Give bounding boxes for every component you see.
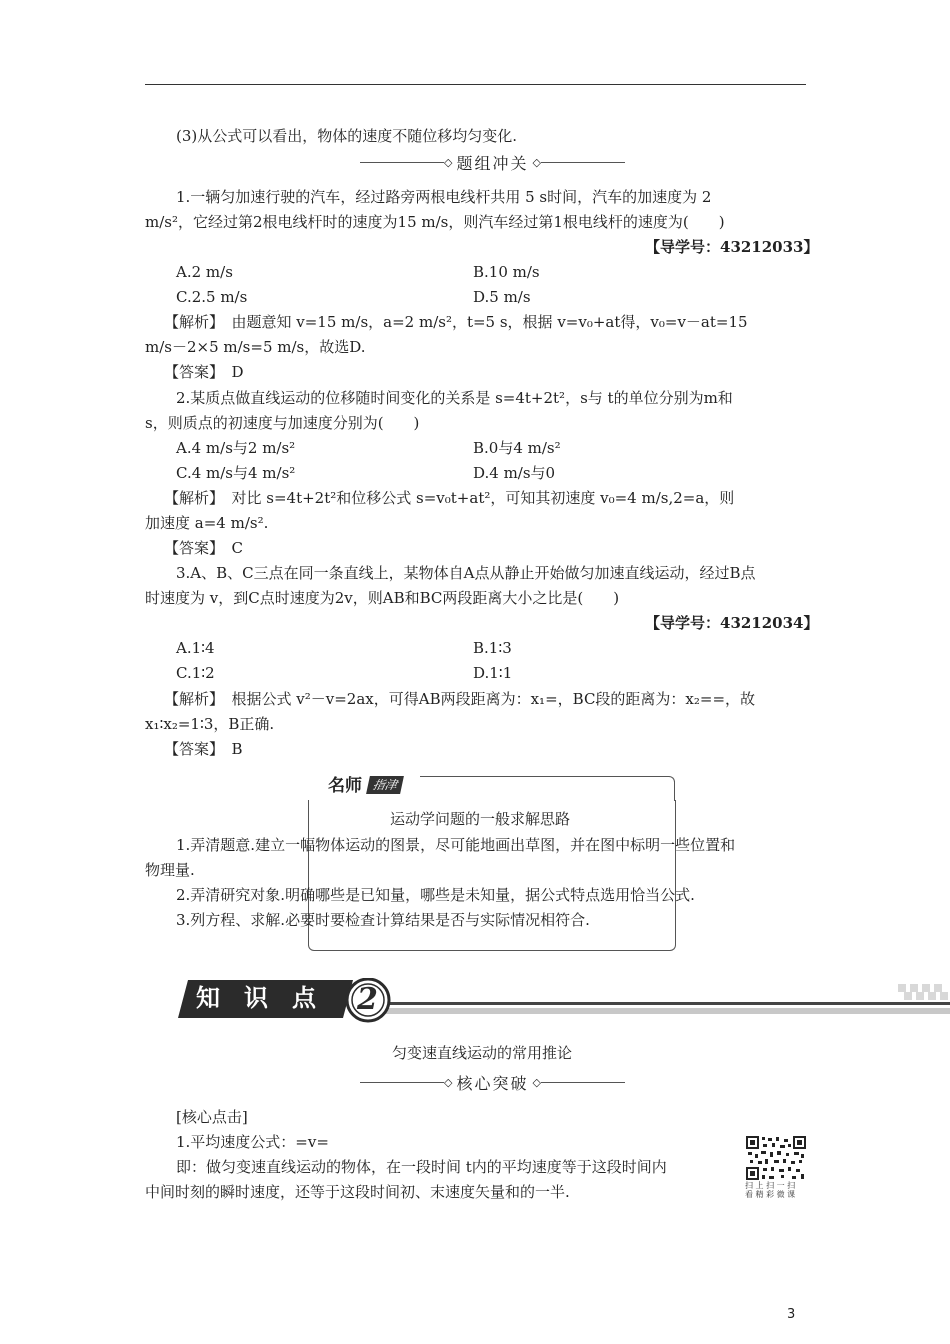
explanation-line-1: 【解析】 根据公式 v²－v=2ax，可得AB两段距离为：x₁=，BC段的距离为：x₂==，故 <box>164 690 756 708</box>
question-2-line-1: 2.某质点做直线运动的位移随时间变化的关系是 s=4t+2t²，s与 t的单位分别为m和 <box>176 389 733 407</box>
tips-tab <box>310 774 420 800</box>
question-2-line-2: s，则质点的初速度与加速度分别为( ) <box>145 414 420 432</box>
qr-caption <box>745 1181 795 1199</box>
answer: 【答案】 D <box>164 363 244 381</box>
option-b[interactable]: B.1∶3 <box>473 639 512 657</box>
tips-line-2: 物理量. <box>145 861 195 879</box>
option-a[interactable]: A.1∶4 <box>176 639 215 657</box>
formula-explanation-1: 即：做匀变速直线运动的物体，在一段时间 t内的平均速度等于这段时间内 <box>176 1158 667 1176</box>
section-title: 核心突破 <box>456 1073 529 1093</box>
question-1-line-2: m/s²，它经过第2根电线杆时的速度为15 m/s，则汽车经过第1根电线杆的速度为( ) <box>145 213 725 231</box>
option-a[interactable]: A.4 m/s与2 m/s² <box>176 439 296 457</box>
page-number: 3 <box>787 1307 796 1322</box>
explanation-line-1: 【解析】 由题意知 v=15 m/s，a=2 m/s²，t=5 s，根据 v=v₀+at得，v₀=v－at=15 <box>164 313 748 331</box>
explanation-line-1: 【解析】 对比 s=4t+2t²和位移公式 s=v₀t+at²，可知其初速度 v₀=4 m/s,2=a，则 <box>164 489 735 507</box>
explanation-line-2: x₁∶x₂=1∶3，B正确. <box>145 715 275 733</box>
question-3-line-2: 时速度为 v，到C点时速度为2v，则AB和BC两段距离大小之比是( ) <box>145 589 620 607</box>
option-d[interactable]: D.4 m/s与0 <box>473 464 556 482</box>
core-label: [核心点击] <box>176 1108 248 1126</box>
guide-number: 【导学号：43212034】 <box>645 614 819 632</box>
option-d[interactable]: D.5 m/s <box>473 288 531 306</box>
question-3-line-1: 3.A、B、C三点在同一条直线上，某物体自A点从静止开始做匀加速直线运动，经过B点 <box>176 564 756 582</box>
explanation-line-2: m/s－2×5 m/s=5 m/s，故选D. <box>145 338 366 356</box>
formula-line: 1.平均速度公式：=v= <box>176 1133 329 1151</box>
tips-line-4: 3.列方程、求解.必要时要检查计算结果是否与实际情况相符合. <box>176 911 590 929</box>
qr-caption-line-1: 扫 上 扫 一 扫 <box>745 1181 796 1190</box>
section-heading-core <box>360 1071 625 1093</box>
question-1-line-1: 1.一辆匀加速行驶的汽车，经过路旁两根电线杆共用 5 s时间，汽车的加速度为 2 <box>176 188 712 206</box>
answer: 【答案】 C <box>164 539 243 557</box>
option-b[interactable]: B.0与4 m/s² <box>473 439 561 457</box>
knowledge-topic: 匀变速直线运动的常用推论 <box>392 1044 573 1062</box>
option-a[interactable]: A.2 m/s <box>176 263 233 281</box>
heading-rule-right <box>541 1082 625 1083</box>
banner-text: 知 识 点 <box>196 984 316 1012</box>
banner-number: 2 <box>357 982 378 1017</box>
heading-rule-right <box>541 162 625 163</box>
diamond-icon: ◇ <box>444 1075 453 1089</box>
explanation-line-2: 加速度 a=4 m/s². <box>145 514 269 532</box>
option-b[interactable]: B.10 m/s <box>473 263 540 281</box>
tips-line-3: 2.弄清研究对象.明确哪些是已知量，哪些是未知量，据公式特点选用恰当公式. <box>176 886 695 904</box>
section-heading-problems <box>360 151 625 173</box>
heading-rule-left <box>360 162 444 163</box>
formula-explanation-2: 中间时刻的瞬时速度，还等于这段时间初、末速度矢量和的一半. <box>145 1183 570 1201</box>
qr-code-icon[interactable] <box>746 1136 806 1180</box>
tips-tab-label: 名师 <box>328 776 362 796</box>
diamond-icon: ◇ <box>532 155 541 169</box>
tips-title: 运动学问题的一般求解思路 <box>390 810 571 828</box>
knowledge-point-banner <box>178 978 950 1024</box>
qr-caption-line-2: 看 精 彩 微 课 <box>745 1190 796 1199</box>
answer: 【答案】 B <box>164 740 243 758</box>
tips-box-top-border <box>420 776 675 801</box>
diamond-icon: ◇ <box>444 155 453 169</box>
tips-tab-badge: 指津 <box>366 776 404 794</box>
header-rule <box>145 84 806 85</box>
diamond-icon: ◇ <box>532 1075 541 1089</box>
option-c[interactable]: C.4 m/s与4 m/s² <box>176 464 296 482</box>
tips-line-1: 1.弄清题意.建立一幅物体运动的图景，尽可能地画出草图，并在图中标明一些位置和 <box>176 836 736 854</box>
intro-line: (3)从公式可以看出，物体的速度不随位移均匀变化. <box>176 127 518 145</box>
heading-rule-left <box>360 1082 444 1083</box>
section-title: 题组冲关 <box>456 153 529 173</box>
option-d[interactable]: D.1∶1 <box>473 664 513 682</box>
guide-number: 【导学号：43212033】 <box>645 238 819 256</box>
option-c[interactable]: C.2.5 m/s <box>176 288 248 306</box>
option-c[interactable]: C.1∶2 <box>176 664 215 682</box>
